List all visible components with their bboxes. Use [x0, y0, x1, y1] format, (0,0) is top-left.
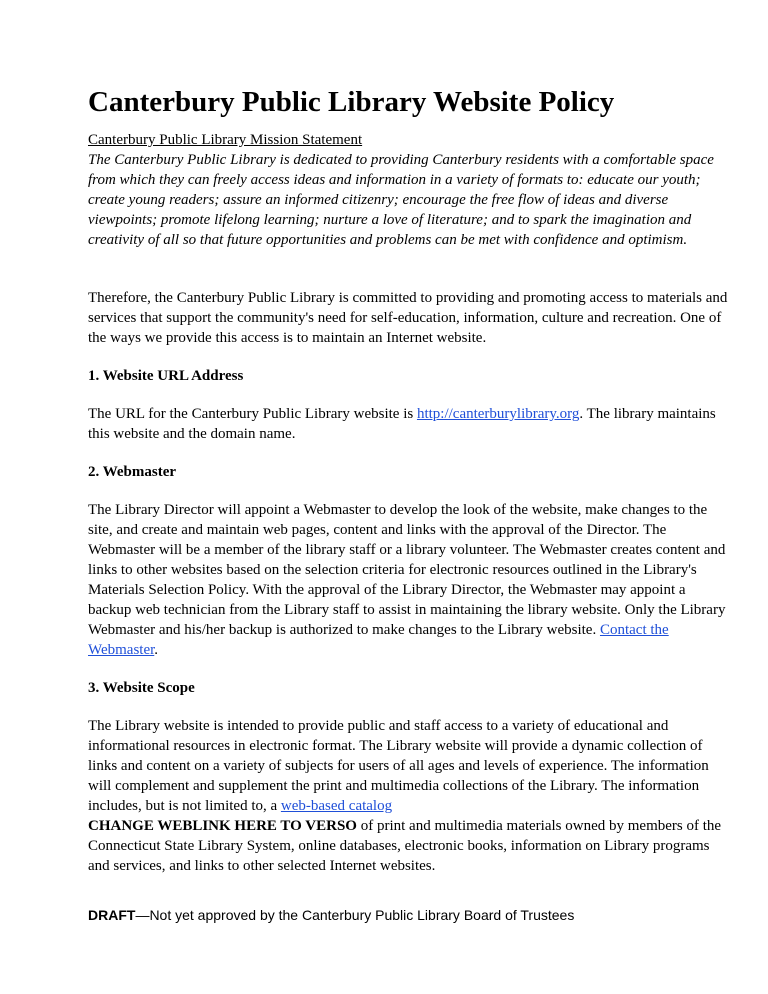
- mission-heading: Canterbury Public Library Mission Statement: [88, 132, 363, 148]
- section-1-paragraph: [88, 404, 728, 444]
- change-weblink-note: CHANGE WEBLINK HERE TO VERSO: [88, 818, 357, 834]
- draft-footer-text: —Not yet approved by the Canterbury Public Library Board of Trustees: [135, 907, 575, 923]
- contact-webmaster-link[interactable]: Contact the Webmaster: [88, 622, 669, 658]
- section-2-text-end: .: [154, 642, 159, 658]
- section-2-heading: 2. Webmaster: [88, 464, 177, 480]
- section-2-text: The Library Director will appoint a Webmaster to develop the look of the website, make changes to the site, and create and maintain web pages, content and links with the approval of the Director. The Webmaster will be a member of the library staff or a library volunteer. The Webmaster creates content and links to other websites based on the selection criteria for electronic resources outlined in the Library's Materials Selection Policy. With the approval of the Library Director, the Webmaster may appoint a backup web technician from the Library staff to assist in maintaining the library website. Only the Library Webmaster and his/her backup is authorized to make changes to the Library website.: [88, 502, 726, 638]
- section-3-text: The Library website is intended to provide public and staff access to a variety of educational and informational resources in electronic format. The Library website will provide a dynamic collection of links and content on a variety of subjects for users of all ages and levels of experience. The information will complement and supplement the print and multimedia collections of the Library. The information includes, but is not limited to, a: [88, 718, 709, 814]
- section-2-paragraph: [88, 500, 728, 660]
- intro-paragraph: Therefore, the Canterbury Public Library is committed to providing and promoting access to materials and services that support the community's need for self-education, information, culture and recreation. One of the ways we provide this access is to maintain an Internet website.: [88, 290, 728, 346]
- document-body: [88, 84, 728, 894]
- section-3-paragraph: [88, 716, 728, 876]
- draft-footer: [88, 906, 574, 924]
- page-title: Canterbury Public Library Website Policy: [88, 86, 615, 118]
- section-1-heading: 1. Website URL Address: [88, 368, 244, 384]
- section-1-text-end: . The library maintains this website and the domain name.: [88, 406, 716, 442]
- web-based-catalog-link[interactable]: web-based catalog: [280, 798, 393, 814]
- section-1-text: The URL for the Canterbury Public Library website is: [88, 406, 417, 422]
- draft-label: DRAFT: [88, 907, 136, 923]
- mission-statement: The Canterbury Public Library is dedicated to providing Canterbury residents with a comfortable space from which they can freely access ideas and information in a variety of formats to: educate our youth; create young readers; assure an informed citizenry; encourage the free flow of ideas and diverse viewpoints; promote lifelong learning; nurture a love of literature; and to spark the imagination and creativity of all so that future opportunities and problems can be met with confidence and optimism.: [88, 152, 714, 248]
- website-url-link[interactable]: http://canterburylibrary.org: [416, 406, 580, 422]
- section-3-text-end: of print and multimedia materials owned by members of the Connecticut State Library System, online databases, electronic books, information on Library programs and services, and links to other selected Internet websites.: [88, 818, 722, 874]
- section-3-heading: 3. Website Scope: [88, 680, 195, 696]
